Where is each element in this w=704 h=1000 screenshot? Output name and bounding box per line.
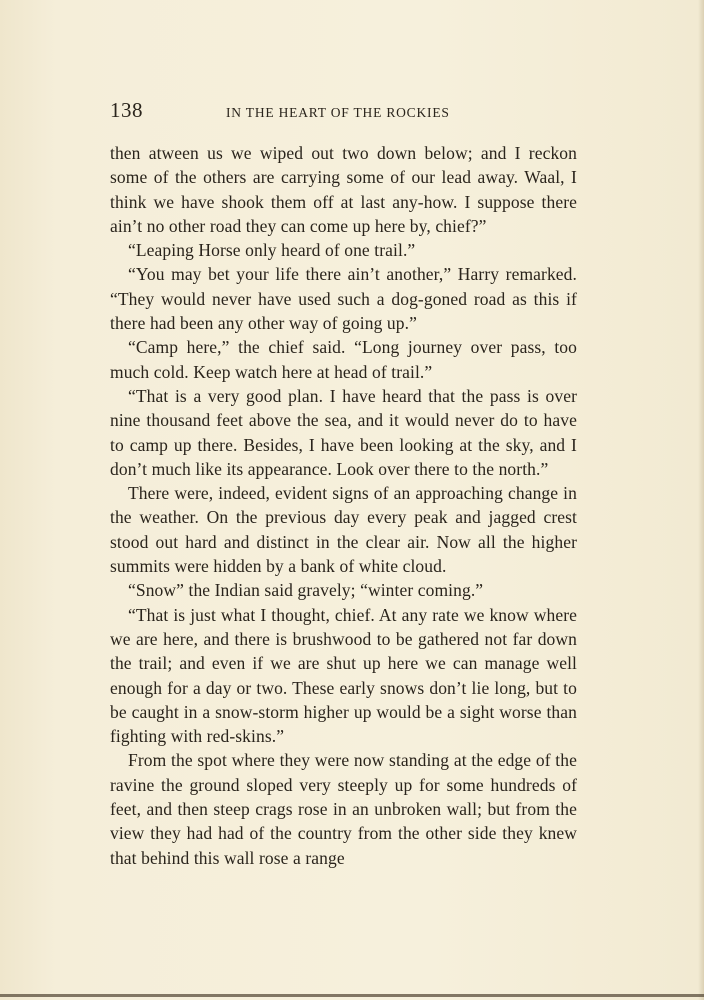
page-edge-shadow (698, 0, 704, 1000)
bottom-rule (0, 994, 704, 997)
page-number: 138 (110, 98, 143, 122)
paragraph-4: “Camp here,” the chief said. “Long journey over pass, too much cold. Keep watch here at head of trail.” (110, 337, 577, 382)
paragraph-5: “That is a very good plan. I have heard that the pass is over nine thousand feet above the sea, and it would never do to have to camp up there. Besides, I have been looking at the sky, and I don’t much like its appearance. Look over there to the north.” (110, 385, 577, 479)
paragraph-2: “Leaping Horse only heard of one trail.” (128, 240, 416, 261)
running-head: IN THE HEART OF THE ROCKIES (226, 105, 450, 120)
paragraph-8: “That is just what I thought, chief. At any rate we know where we are here, and there is brushwood to be gathered not far down the trail; and even if we are shut up here we can manage well enough for a day or two. These early snows don’t lie long, but to be caught in a snow-storm higher up would be a sight worse than fighting with red-skins.” (110, 604, 577, 747)
paragraph-9: From the spot where they were now standing at the edge of the ravine the ground sloped very steeply up for some hundreds of feet, and then steep crags rose in an unbroken wall; but from the view they had had of the country from the other side they knew that behind this wall rose a range (110, 750, 577, 868)
paragraph-3: “You may bet your life there ain’t another,” Harry remarked. “They would never have used such a dog-goned road as this if there had been any other way of going up.” (110, 264, 577, 334)
body-text (110, 141, 577, 870)
paragraph-1: then atween us we wiped out two down below; and I reckon some of the others are carrying some of our lead away. Waal, I think we have shook them off at last any-how. I suppose there ain’t no other road they can come up here by, chief?” (110, 143, 577, 236)
paragraph-7: “Snow” the Indian said gravely; “winter coming.” (128, 580, 484, 601)
paragraph-6: There were, indeed, evident signs of an approaching change in the weather. On the previous day every peak and jagged crest stood out hard and distinct in the clear air. Now all the higher summits were hidden by a bank of white cloud. (110, 483, 577, 577)
